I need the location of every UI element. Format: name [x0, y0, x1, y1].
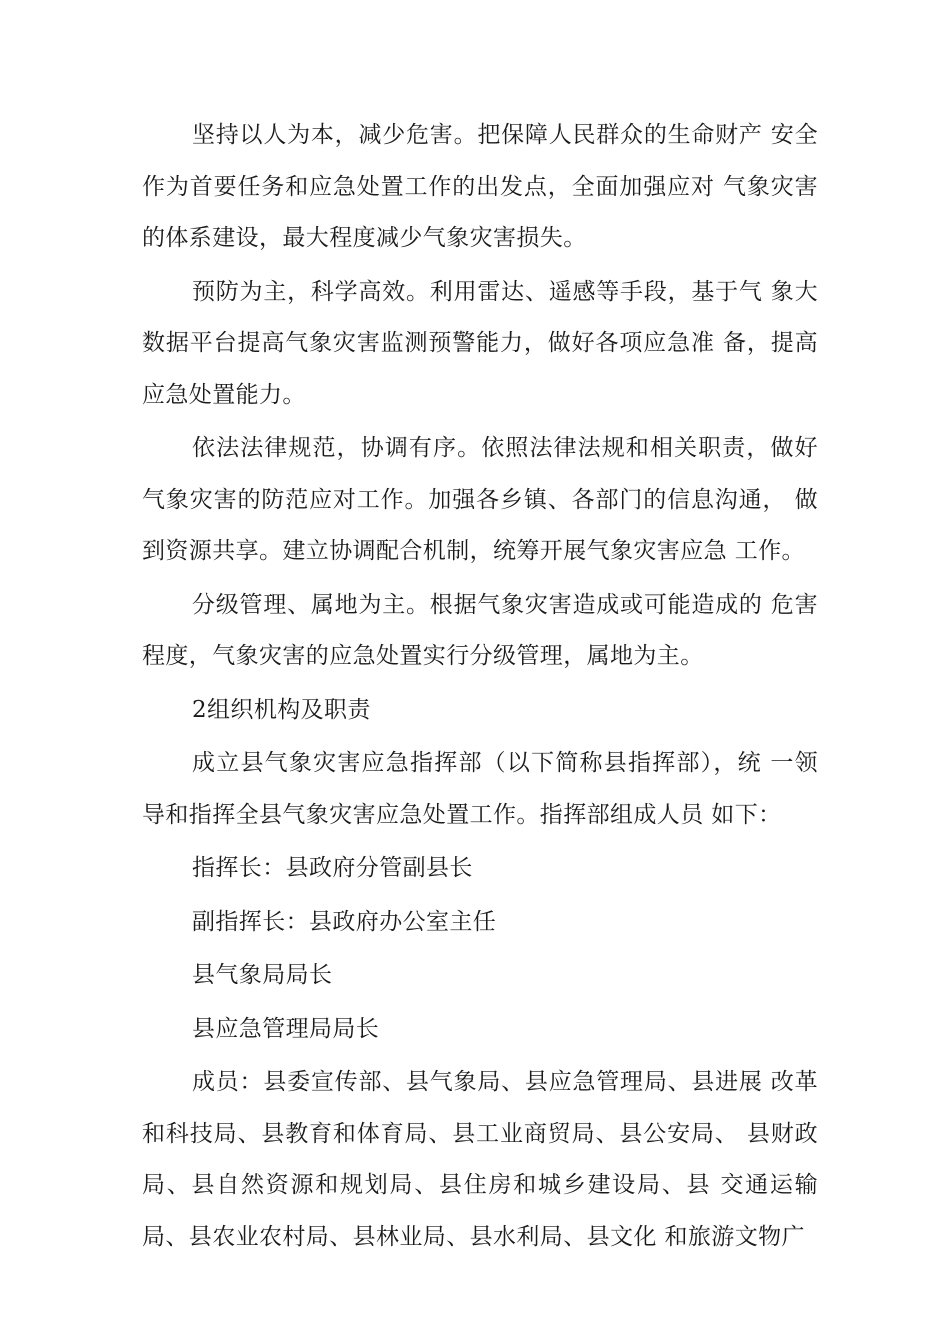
paragraph-principle-lawful: 依法法律规范，协调有序。依照法律法规和相关职责，做好气象灾害的防范应对工作。加强各乡镇、各部门的信息沟通， 做到资源共享。建立协调配合机制，统筹开展气象灾害应急 工作。	[142, 435, 818, 564]
section-heading: 2组织机构及职责	[192, 696, 371, 723]
paragraph-deputy-commander: 副指挥长：县政府办公室主任	[192, 908, 497, 935]
paragraph-members: 成员：县委宣传部、县气象局、县应急管理局、县进展 改革和科技局、县教育和体育局、县工业商贸局、县公安局、 县财政局、县自然资源和规划局、县住房和城乡建设局、县 交通运输局、县农业农村局、县林业局、县水利局、县文化 和旅游文物广	[142, 1069, 818, 1250]
paragraph-headquarters: 成立县气象灾害应急指挥部（以下简称县指挥部），统 一领导和指挥全县气象灾害应急处置工作。指挥部组成人员 如下：	[142, 750, 818, 828]
paragraph-commander: 指挥长：县政府分管副县长	[192, 855, 473, 881]
paragraph-principle-people-first: 坚持以人为本，减少危害。把保障人民群众的生命财产 安全作为首要任务和应急处置工作的出发点，全面加强应对 气象灾害的体系建设，最大程度减少气象灾害损失。	[142, 122, 818, 251]
paragraph-principle-prevention: 预防为主，科学高效。利用雷达、遥感等手段，基于气 象大数据平台提高气象灾害监测预警能力，做好各项应急准 备，提高应急处置能力。	[142, 278, 818, 408]
paragraph-emergency-bureau-director: 县应急管理局局长	[192, 1015, 380, 1042]
paragraph-weather-bureau-director: 县气象局局长	[192, 962, 333, 988]
document-body	[142, 110, 818, 1265]
paragraph-principle-graded-management: 分级管理、属地为主。根据气象灾害造成或可能造成的 危害程度，气象灾害的应急处置实行分级管理，属地为主。	[142, 591, 818, 669]
